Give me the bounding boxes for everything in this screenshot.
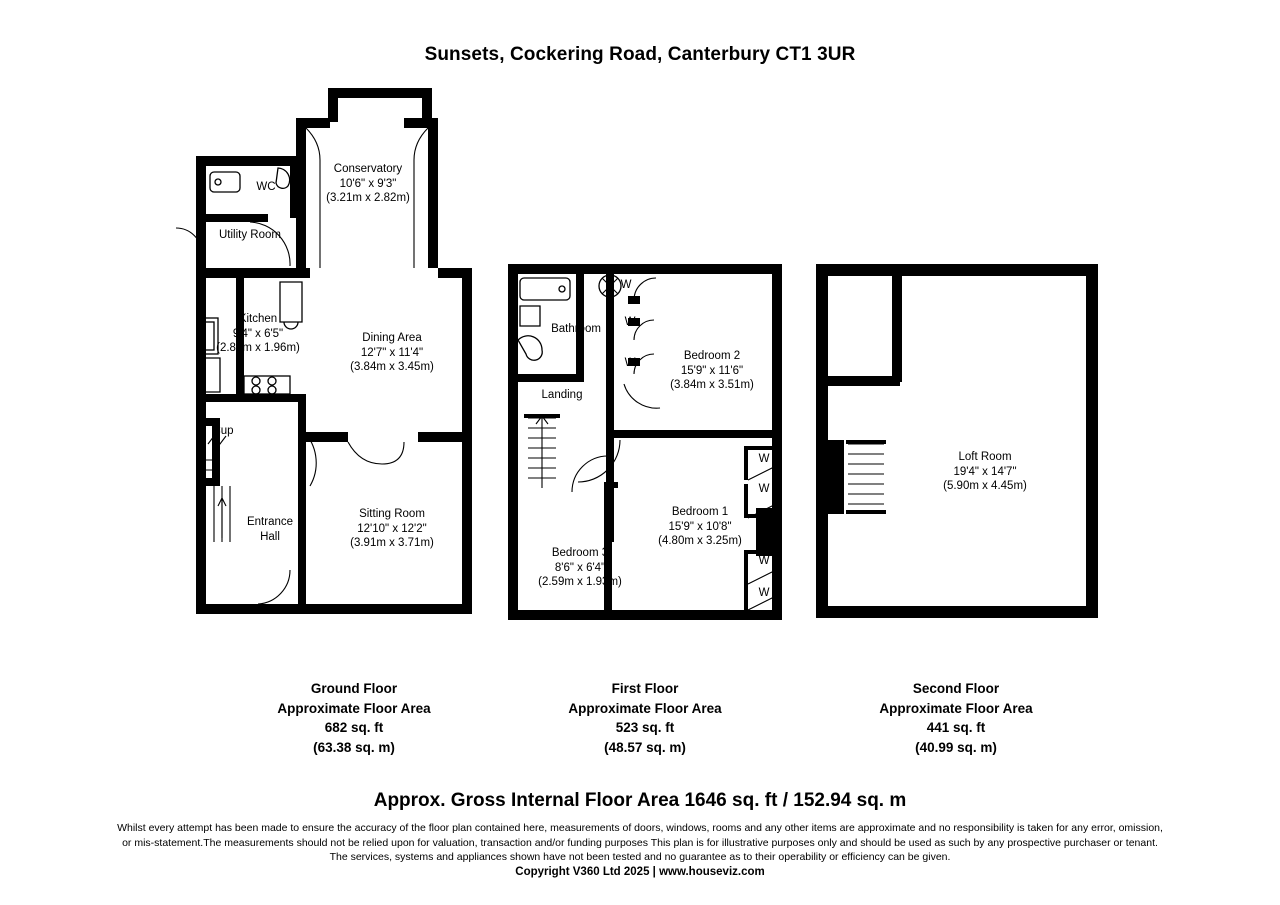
floor-area-label: Approximate Floor Area	[879, 700, 1033, 716]
floor-summary-second	[806, 679, 1106, 757]
room-label-bedroom2: Bedroom 2 15'9" x 11'6" (3.84m x 3.51m)	[670, 350, 754, 391]
disclaimer-line-2: or mis-statement.The measurements should not be relied upon for valuation, transaction and/or funding purposes This plan is for illustrative purposes only and should be used as such by any prospective purchaser or tenant.	[122, 836, 1158, 849]
wardrobe-label: W	[624, 316, 636, 328]
disclaimer-line-3: The services, systems and appliances shown have not been tested and no guarantee as to their operability or efficiency can be given.	[329, 851, 951, 863]
room-label-conservatory: Conservatory 10'6" x 9'3" (3.21m x 2.82m)	[326, 163, 410, 204]
floor-area-m: (40.99 sq. m)	[915, 739, 997, 755]
wardrobe-label: W	[758, 587, 770, 599]
disclaimer	[0, 821, 1280, 865]
room-label-kitchen: Kitchen 9'4" x 6'5" (2.84m x 1.96m)	[216, 313, 300, 354]
copyright-notice: Copyright V360 Ltd 2025 | www.houseviz.com	[515, 866, 765, 878]
disclaimer-line-1: Whilst every attempt has been made to ensure the accuracy of the floor plan contained here, measurements of doors, windows, rooms and any other items are approximate and no responsibility is taken for any error, omission,	[117, 822, 1163, 834]
wardrobe-label: W	[758, 555, 770, 567]
room-label-entrance-hall: Entrance Hall	[246, 516, 294, 543]
floor-area-label: Approximate Floor Area	[277, 700, 431, 716]
floor-area-label: Approximate Floor Area	[568, 700, 722, 716]
floor-area-ft: 441 sq. ft	[926, 720, 986, 735]
floor-area-ft: 523 sq. ft	[615, 720, 675, 735]
room-label-bathroom: Bathroom	[551, 323, 601, 335]
wardrobe-label: W	[624, 357, 636, 369]
floor-name: First Floor	[611, 681, 679, 696]
wardrobe-label: W	[758, 453, 770, 465]
room-label-bedroom1: Bedroom 1 15'9" x 10'8" (4.80m x 3.25m)	[658, 506, 742, 547]
room-label-cup: Cup	[212, 425, 234, 437]
gross-internal-area: Approx. Gross Internal Floor Area 1646 sq. ft / 152.94 sq. m	[373, 790, 907, 811]
floor-summary-ground	[204, 679, 504, 757]
wardrobe-label: W	[758, 483, 770, 495]
floor-area-m: (48.57 sq. m)	[604, 739, 686, 755]
floor-name: Second Floor	[912, 681, 1000, 696]
floor-area-m: (63.38 sq. m)	[313, 739, 395, 755]
room-label-wc: WC	[256, 181, 276, 193]
floor-area-ft: 682 sq. ft	[324, 720, 384, 735]
room-label-landing: Landing	[541, 389, 583, 401]
page-title: Sunsets, Cockering Road, Canterbury CT1 3UR	[424, 44, 856, 65]
room-label-sitting: Sitting Room 12'10" x 12'2" (3.91m x 3.71m)	[350, 508, 434, 549]
second-floor-plan	[816, 264, 1098, 618]
wardrobe-label: W	[620, 279, 632, 291]
room-label-dining: Dining Area 12'7" x 11'4" (3.84m x 3.45m)	[350, 332, 434, 373]
floor-summary-first	[495, 679, 795, 757]
room-label-bedroom3: Bedroom 3 8'6" x 6'4" (2.59m x 1.93m)	[538, 547, 622, 588]
room-label-loft: Loft Room 19'4" x 14'7" (5.90m x 4.45m)	[943, 451, 1027, 492]
room-label-utility: Utility Room	[219, 229, 281, 241]
floor-name: Ground Floor	[310, 681, 398, 696]
